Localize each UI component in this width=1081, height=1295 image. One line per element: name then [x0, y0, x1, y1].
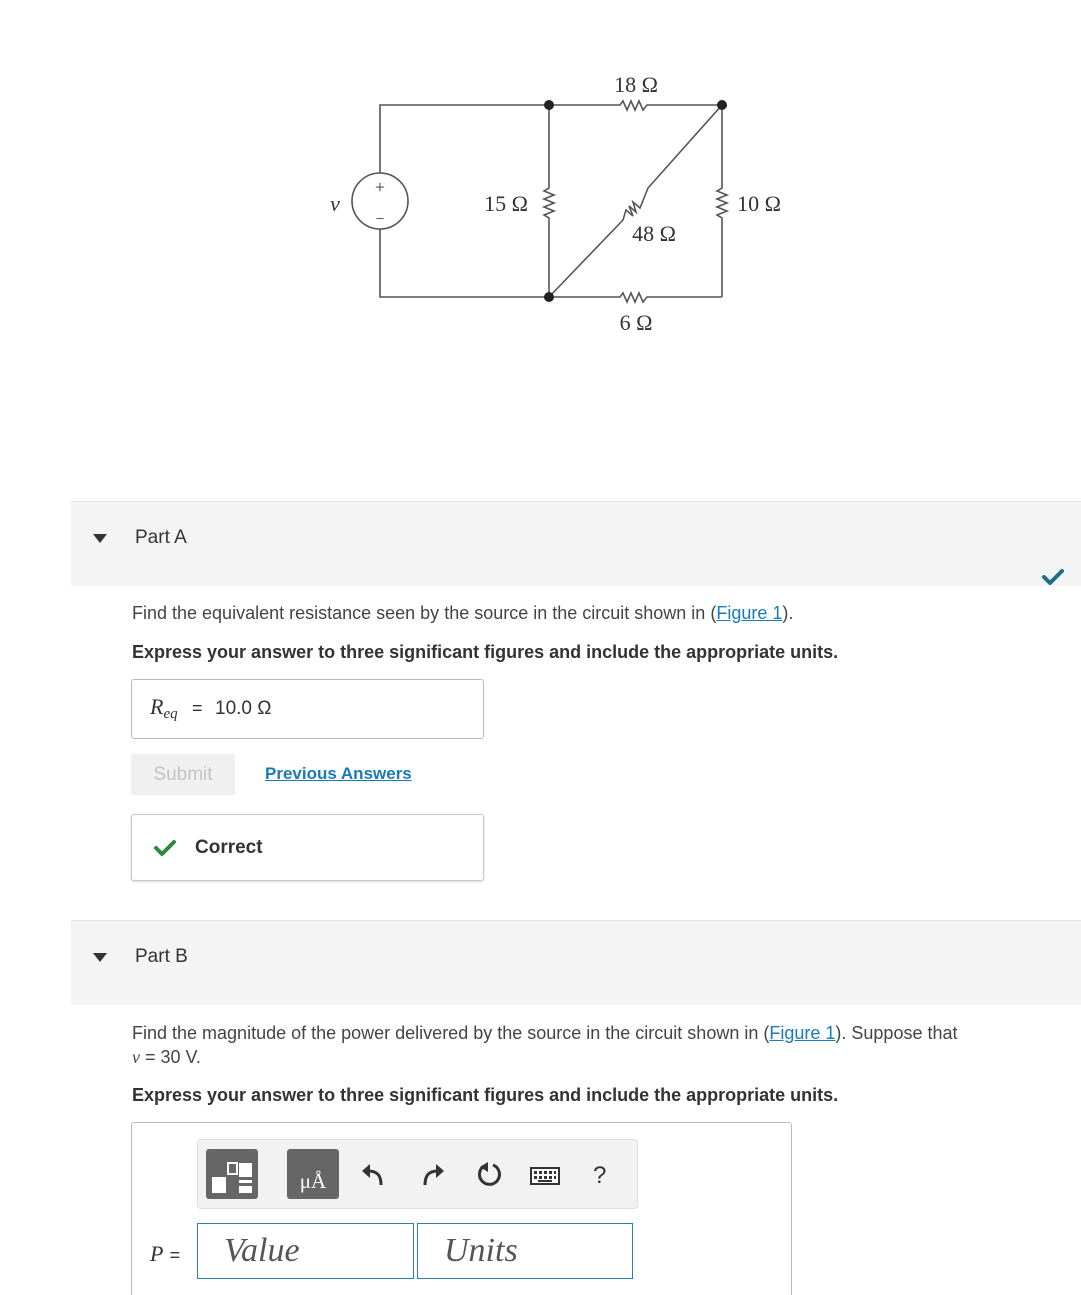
keyboard-icon[interactable]	[529, 1160, 561, 1190]
units-input[interactable]	[417, 1223, 633, 1279]
templates-button[interactable]	[206, 1149, 258, 1199]
part-b-instructions: Express your answer to three significant figures and include the appropriate units.	[132, 1085, 839, 1105]
part-a-title: Part A	[135, 527, 187, 548]
equals-sign: =	[192, 698, 203, 718]
r-right-label: 10 Ω	[737, 191, 781, 216]
r-bottom-label: 6 Ω	[619, 310, 653, 335]
part-a-instructions: Express your answer to three significant figures and include the appropriate units.	[132, 642, 839, 662]
source-plus: +	[374, 177, 386, 197]
feedback-label: Correct	[195, 837, 263, 858]
units-tool-label: μÅ	[299, 1169, 327, 1193]
part-b-prompt: Find the magnitude of the power delivered by the source in the circuit shown in (Figure 1). Suppose that v = 30 V.	[132, 1023, 958, 1067]
node-bottom-left	[544, 292, 554, 302]
answer-value: 10.0 Ω	[215, 698, 272, 719]
figure-link[interactable]: Figure 1	[769, 1023, 836, 1043]
help-button[interactable]: ?	[593, 1162, 607, 1189]
part-a-answer-box	[131, 679, 484, 739]
reset-icon[interactable]	[474, 1160, 504, 1190]
part-b-answer-box	[131, 1122, 792, 1295]
units-placeholder: Units	[444, 1232, 518, 1269]
correct-feedback-box	[131, 814, 484, 881]
figure-link[interactable]: Figure 1	[716, 603, 783, 623]
units-tool-button[interactable]	[287, 1149, 339, 1199]
completed-check-icon	[1042, 569, 1064, 585]
submit-button[interactable]: Submit	[131, 754, 235, 795]
correct-check-icon	[153, 839, 177, 857]
collapse-triangle-icon[interactable]	[93, 534, 107, 543]
part-b-header[interactable]	[71, 920, 1081, 1005]
math-toolbar	[197, 1139, 638, 1209]
part-b-title: Part B	[135, 946, 188, 967]
voltage-variable: v	[132, 1047, 140, 1067]
undo-icon[interactable]	[359, 1160, 389, 1190]
source-label: v	[330, 191, 340, 216]
templates-icon	[206, 1149, 258, 1199]
r-left-label: 15 Ω	[484, 191, 528, 216]
r-diag-label: 48 Ω	[632, 221, 676, 246]
node-top-right	[717, 100, 727, 110]
part-a-prompt: Find the equivalent resistance seen by the source in the circuit shown in (Figure 1).	[132, 603, 794, 623]
part-a-header[interactable]	[71, 501, 1081, 586]
circuit-figure	[290, 60, 810, 350]
value-placeholder: Value	[224, 1232, 300, 1269]
collapse-triangle-icon[interactable]	[93, 953, 107, 962]
redo-icon[interactable]	[417, 1160, 447, 1190]
value-input[interactable]	[197, 1223, 414, 1279]
answer-variable: P =	[150, 1241, 181, 1266]
node-top-left	[544, 100, 554, 110]
source-minus: −	[375, 211, 385, 228]
answer-variable: $R_{eq}$	[150, 694, 178, 722]
previous-answers-link[interactable]: Previous Answers	[265, 764, 412, 783]
r-top-label: 18 Ω	[614, 72, 658, 97]
